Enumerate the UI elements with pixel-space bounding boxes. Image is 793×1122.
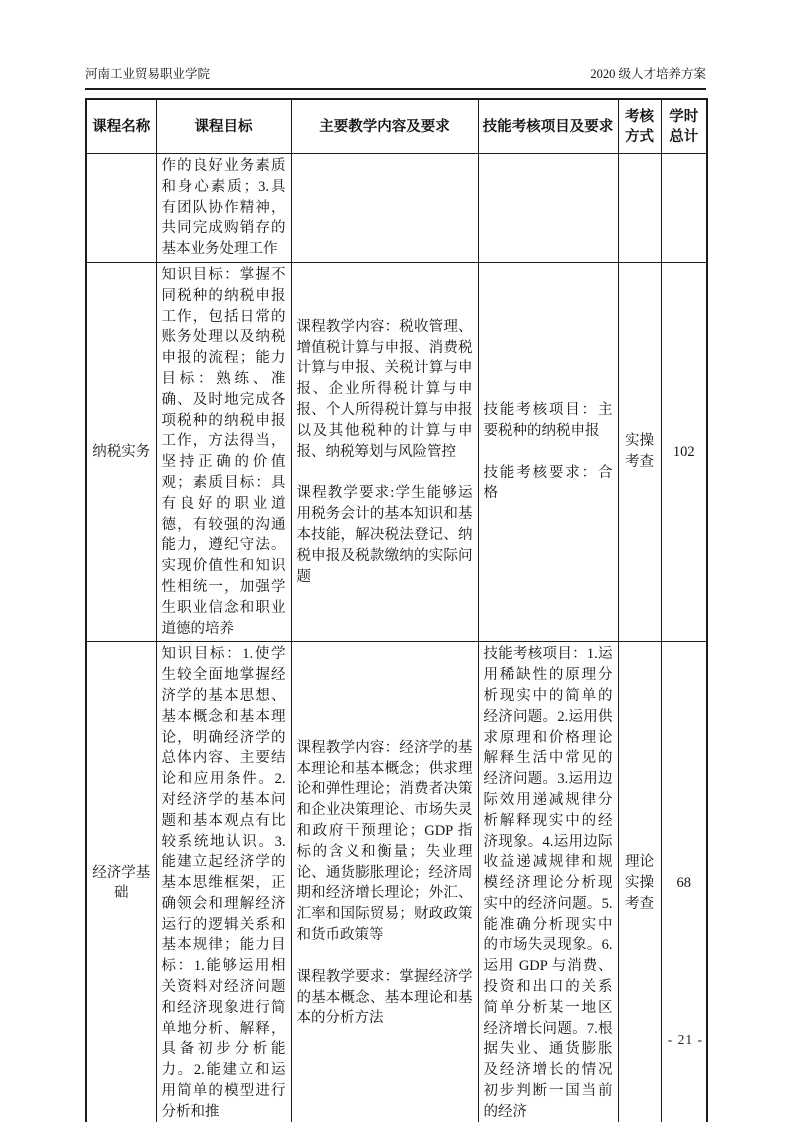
skill-assessment-cell bbox=[478, 154, 618, 263]
col-header-total-hours: 学时总计 bbox=[661, 99, 707, 154]
course-objectives-cell: 作的良好业务素质和身心素质；3.具有团队协作精神，共同完成购销存的基本业务处理工作 bbox=[156, 154, 291, 263]
skill-assessment-cell bbox=[478, 262, 618, 641]
col-header-skill-assessment: 技能考核项目及要求 bbox=[478, 99, 618, 154]
col-header-assessment-method: 考核方式 bbox=[618, 99, 661, 154]
page-number: - 21 - bbox=[667, 1032, 703, 1047]
skill-assessment-item-text: 技能考核项目：主要税种的纳税申报 bbox=[483, 402, 613, 439]
col-header-course-name: 课程名称 bbox=[86, 99, 156, 154]
col-header-teaching-content: 主要教学内容及要求 bbox=[291, 99, 478, 154]
total-hours-cell: 102 bbox=[661, 262, 707, 641]
assessment-method-cell bbox=[618, 154, 661, 263]
teaching-content-text: 课程教学内容：税收管理、增值税计算与申报、消费税计算与申报、关税计算与申报、企业所得税计算与申报、个人所得税计算与申报以及其他税种的计算与申报、纳税筹划与风险管控 bbox=[296, 318, 473, 460]
teaching-content-text: 课程教学内容：经济学的基本理论和基本概念；供求理论和弹性理论；消费者决策和企业决策理论、市场失灵和政府干预理论；GDP 指标的含义和衡量；失业理论、通货膨胀理论；经济周期和经济增长理论；外汇、汇率和国际贸易；财政政策和货币政策等 bbox=[296, 739, 473, 943]
course-name-cell: 经济学基础 bbox=[86, 642, 156, 1122]
header-school-name: 河南工业贸易职业学院 bbox=[85, 67, 211, 81]
course-objectives-cell: 知识目标：掌握不同税种的纳税申报工作，包括日常的账务处理以及纳税申报的流程；能力目标：熟练、准确、及时地完成各项税种的纳税申报工作，方法得当，坚持正确的价值观；素质目标：具有良好的职业道德，有较强的沟通能力，遵纪守法。实现价值性和知识性相统一，加强学生职业信念和职业道德的培养 bbox=[156, 262, 291, 641]
table-row-tax-practice bbox=[86, 262, 707, 641]
skill-assessment-cell: 技能考核项目：1.运用稀缺性的原理分析现实中的简单的经济问题。2.运用供求原理和价格理论解释生活中常见的经济问题。3.运用边际效用递减规律分析解释现实中的经济现象。4.运用边际收益递减规律和规模经济理论分析现实中的经济问题。5.能准确分析现实中的市场失灵现象。6.运用 GDP 与消费、投资和出口的关系简单分析某一地区经济增长问题。7.根据失业、通货膨胀及经济增长的情况初步判断一国当前的经济 bbox=[478, 642, 618, 1122]
table-header-row bbox=[86, 99, 707, 154]
course-table bbox=[85, 98, 708, 1122]
assessment-method-cell: 理论实操考查 bbox=[618, 642, 661, 1122]
table-row-economics-basics bbox=[86, 642, 707, 1122]
teaching-content-cell bbox=[291, 262, 478, 641]
teaching-content-cell bbox=[291, 642, 478, 1122]
teaching-requirement-text: 课程教学要求：掌握经济学的基本概念、基本理论和基本的分析方法 bbox=[296, 968, 473, 1027]
table-row-continuation bbox=[86, 154, 707, 263]
content-area bbox=[85, 64, 706, 1122]
col-header-course-objectives: 课程目标 bbox=[156, 99, 291, 154]
teaching-content-cell bbox=[291, 154, 478, 263]
assessment-method-cell: 实操考查 bbox=[618, 262, 661, 641]
course-name-cell bbox=[86, 154, 156, 263]
header-plan-title: 2020 级人才培养方案 bbox=[590, 67, 706, 81]
teaching-requirement-text: 课程教学要求:学生能够运用税务会计的基本知识和基本技能，解决税法登记、纳税申报及税款缴纳的实际问题 bbox=[296, 485, 473, 585]
course-objectives-cell: 知识目标：1.使学生较全面地掌握经济学的基本思想、基本概念和基本理论，明确经济学的总体内容、主要结论和应用条件。2.对经济学的基本问题和基本观点有比较系统地认识。3.能建立起经济学的基本思维框架，正确领会和理解经济运行的逻辑关系和基本规律；能力目标：1.能够运用相关资料对经济问题和经济现象进行简单地分析、解释，具备初步分析能力。2.能建立和运用简单的模型进行分析和推 bbox=[156, 642, 291, 1122]
total-hours-cell bbox=[661, 154, 707, 263]
skill-assessment-requirement-text: 技能考核要求：合格 bbox=[483, 464, 613, 502]
total-hours-cell: 68 bbox=[661, 642, 707, 1122]
page-header bbox=[85, 64, 706, 90]
course-name-cell: 纳税实务 bbox=[86, 262, 156, 641]
